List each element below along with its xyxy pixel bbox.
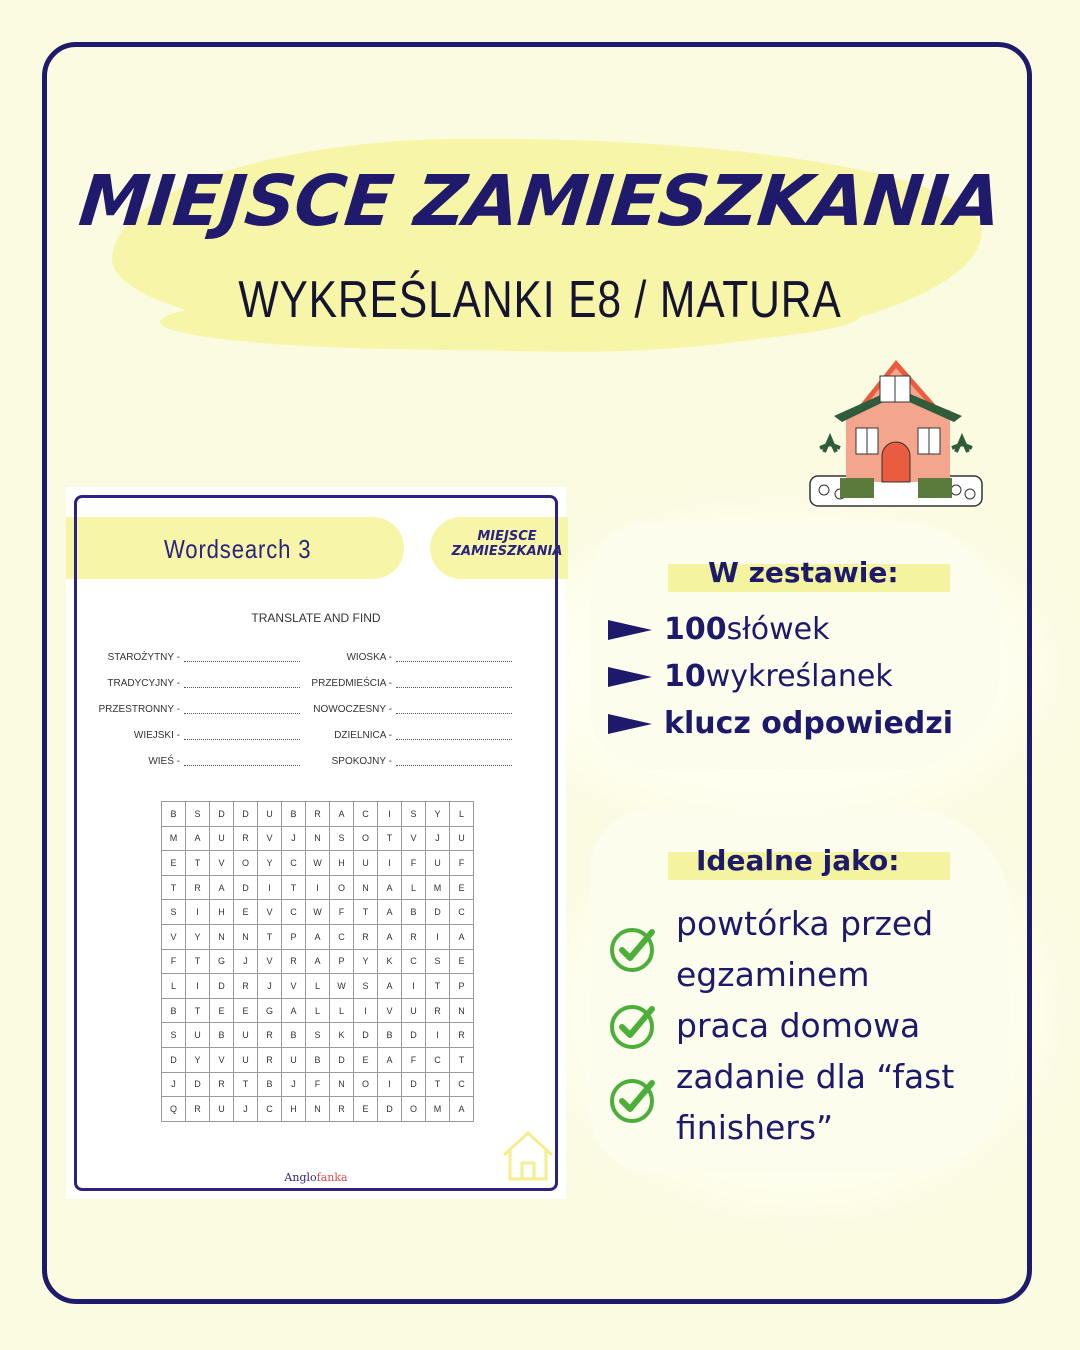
grid-cell: A xyxy=(450,1097,474,1122)
grid-cell: D xyxy=(402,1023,426,1048)
set-item xyxy=(608,706,953,741)
grid-cell: U xyxy=(210,826,234,851)
grid-cell: D xyxy=(210,974,234,999)
grid-cell: T xyxy=(282,875,306,900)
vocab-row xyxy=(80,748,300,774)
grid-cell: D xyxy=(402,1072,426,1097)
grid-cell: T xyxy=(186,949,210,974)
grid-cell: J xyxy=(258,974,282,999)
grid-cell: T xyxy=(186,851,210,876)
answer-line xyxy=(184,653,300,662)
grid-cell: U xyxy=(210,1097,234,1122)
grid-cell: P xyxy=(282,924,306,949)
vocab-row xyxy=(80,644,300,670)
grid-cell: I xyxy=(426,1023,450,1048)
set-item-bold: 100 xyxy=(664,612,727,647)
grid-cell: U xyxy=(450,826,474,851)
worksheet-instruction: TRANSLATE AND FIND xyxy=(251,611,381,625)
grid-cell: V xyxy=(210,1047,234,1072)
grid-cell: E xyxy=(450,949,474,974)
grid-cell: Y xyxy=(258,851,282,876)
ideal-item-line: egzaminem xyxy=(676,955,870,994)
ideal-item-line: finishers” xyxy=(676,1108,834,1147)
grid-cell: M xyxy=(426,1097,450,1122)
grid-cell: R xyxy=(186,875,210,900)
grid-cell: L xyxy=(162,974,186,999)
vocab-row xyxy=(292,644,512,670)
grid-cell: J xyxy=(282,826,306,851)
grid-cell: U xyxy=(402,998,426,1023)
grid-cell: S xyxy=(162,1023,186,1048)
grid-cell: U xyxy=(426,851,450,876)
grid-row xyxy=(162,974,474,999)
grid-cell: A xyxy=(306,949,330,974)
grid-row xyxy=(162,924,474,949)
grid-cell: B xyxy=(210,1023,234,1048)
grid-cell: I xyxy=(258,875,282,900)
grid-cell: I xyxy=(186,900,210,925)
grid-cell: F xyxy=(162,949,186,974)
vocab-word: WIEJSKI - xyxy=(133,729,180,741)
vocab-row xyxy=(292,696,512,722)
grid-cell: T xyxy=(426,1072,450,1097)
grid-cell: C xyxy=(282,851,306,876)
grid-cell: L xyxy=(306,998,330,1023)
grid-cell: I xyxy=(378,1072,402,1097)
answer-line xyxy=(184,731,300,740)
grid-cell: D xyxy=(426,900,450,925)
set-item-bold: 10 xyxy=(664,659,706,694)
grid-cell: R xyxy=(306,802,330,827)
grid-cell: F xyxy=(330,900,354,925)
grid-cell: R xyxy=(186,1097,210,1122)
grid-cell: F xyxy=(402,851,426,876)
vocab-row xyxy=(292,722,512,748)
grid-cell: V xyxy=(282,974,306,999)
grid-cell: G xyxy=(258,998,282,1023)
grid-cell: D xyxy=(186,1072,210,1097)
set-item-text: słówek xyxy=(726,612,830,647)
grid-cell: A xyxy=(210,875,234,900)
grid-cell: Y xyxy=(186,924,210,949)
grid-cell: T xyxy=(378,826,402,851)
ideal-item xyxy=(676,1000,920,1051)
grid-cell: R xyxy=(354,924,378,949)
grid-row xyxy=(162,826,474,851)
answer-line xyxy=(396,679,512,688)
grid-cell: A xyxy=(282,998,306,1023)
grid-cell: S xyxy=(426,949,450,974)
grid-cell: L xyxy=(402,875,426,900)
grid-cell: I xyxy=(306,875,330,900)
ideal-item-line: powtórka przed xyxy=(676,904,934,943)
grid-cell: L xyxy=(306,974,330,999)
answer-line xyxy=(396,705,512,714)
vocab-word: NOWOCZESNY - xyxy=(313,703,392,715)
grid-cell: T xyxy=(162,875,186,900)
grid-cell: P xyxy=(450,974,474,999)
vocab-row xyxy=(292,670,512,696)
grid-cell: S xyxy=(162,900,186,925)
answer-line xyxy=(184,757,300,766)
set-heading: W zestawie: xyxy=(708,556,899,589)
grid-cell: C xyxy=(330,924,354,949)
grid-cell: S xyxy=(330,826,354,851)
grid-cell: N xyxy=(450,998,474,1023)
grid-cell: W xyxy=(306,851,330,876)
grid-row xyxy=(162,1097,474,1122)
grid-cell: D xyxy=(330,1047,354,1072)
vocab-word: DZIELNICA - xyxy=(334,729,392,741)
grid-cell: M xyxy=(162,826,186,851)
grid-cell: F xyxy=(450,851,474,876)
grid-cell: D xyxy=(378,1097,402,1122)
grid-cell: C xyxy=(258,1097,282,1122)
arrow-bullet-icon xyxy=(608,667,652,687)
grid-row xyxy=(162,949,474,974)
grid-row xyxy=(162,1072,474,1097)
grid-cell: H xyxy=(330,851,354,876)
grid-cell: E xyxy=(450,875,474,900)
grid-cell: V xyxy=(378,998,402,1023)
grid-cell: T xyxy=(354,900,378,925)
grid-cell: V xyxy=(210,851,234,876)
grid-cell: T xyxy=(186,998,210,1023)
grid-cell: T xyxy=(234,1072,258,1097)
grid-cell: B xyxy=(282,802,306,827)
grid-cell: L xyxy=(330,998,354,1023)
grid-cell: I xyxy=(402,974,426,999)
vocab-word: TRADYCYJNY - xyxy=(107,677,180,689)
grid-cell: E xyxy=(162,851,186,876)
grid-cell: D xyxy=(234,802,258,827)
grid-cell: O xyxy=(354,826,378,851)
brand-logo xyxy=(66,1171,566,1184)
grid-cell: D xyxy=(162,1047,186,1072)
grid-row xyxy=(162,1047,474,1072)
grid-cell: T xyxy=(258,924,282,949)
grid-cell: Y xyxy=(354,949,378,974)
arrow-bullet-icon xyxy=(608,620,652,640)
grid-cell: D xyxy=(210,802,234,827)
vocab-word: PRZESTRONNY - xyxy=(98,703,180,715)
grid-row xyxy=(162,998,474,1023)
answer-line xyxy=(396,653,512,662)
grid-cell: F xyxy=(402,1047,426,1072)
grid-cell: A xyxy=(450,924,474,949)
vocab-word: WIOSKA - xyxy=(346,651,392,663)
vocab-row xyxy=(80,670,300,696)
grid-cell: S xyxy=(306,1023,330,1048)
grid-cell: M xyxy=(426,875,450,900)
grid-cell: Y xyxy=(186,1047,210,1072)
grid-cell: O xyxy=(402,1097,426,1122)
grid-cell: N xyxy=(234,924,258,949)
grid-cell: D xyxy=(354,1023,378,1048)
grid-cell: C xyxy=(354,802,378,827)
vocab-word: STAROŻYTNY - xyxy=(107,651,180,663)
grid-cell: A xyxy=(186,826,210,851)
grid-cell: E xyxy=(354,1097,378,1122)
set-item xyxy=(608,659,893,694)
vocab-list-right xyxy=(292,644,512,774)
grid-cell: K xyxy=(330,1023,354,1048)
grid-cell: R xyxy=(402,924,426,949)
grid-row xyxy=(162,900,474,925)
grid-cell: R xyxy=(234,974,258,999)
vocab-word: PRZEDMIEŚCIA - xyxy=(311,677,392,689)
grid-cell: A xyxy=(378,974,402,999)
grid-cell: T xyxy=(450,1047,474,1072)
grid-cell: I xyxy=(354,998,378,1023)
grid-cell: V xyxy=(402,826,426,851)
grid-cell: U xyxy=(234,1023,258,1048)
grid-cell: B xyxy=(282,1023,306,1048)
grid-cell: V xyxy=(162,924,186,949)
ideal-item xyxy=(676,898,933,1000)
check-circle-icon xyxy=(608,924,658,974)
check-circle-icon xyxy=(608,1001,658,1051)
answer-line xyxy=(184,705,300,714)
worksheet-preview xyxy=(66,487,566,1199)
grid-cell: C xyxy=(426,1047,450,1072)
vocab-list-left xyxy=(80,644,300,774)
grid-cell: R xyxy=(330,1097,354,1122)
grid-cell: B xyxy=(162,802,186,827)
grid-cell: A xyxy=(306,924,330,949)
ideal-item-line: praca domowa xyxy=(676,1006,921,1045)
grid-cell: K xyxy=(378,949,402,974)
grid-cell: H xyxy=(210,900,234,925)
grid-cell: B xyxy=(162,998,186,1023)
grid-cell: Y xyxy=(426,802,450,827)
grid-cell: H xyxy=(282,1097,306,1122)
grid-cell: O xyxy=(234,851,258,876)
grid-cell: L xyxy=(450,802,474,827)
grid-cell: R xyxy=(234,826,258,851)
grid-cell: R xyxy=(426,998,450,1023)
grid-cell: J xyxy=(282,1072,306,1097)
grid-cell: N xyxy=(306,826,330,851)
grid-cell: N xyxy=(354,875,378,900)
grid-cell: J xyxy=(234,949,258,974)
grid-cell: S xyxy=(402,802,426,827)
grid-cell: N xyxy=(210,924,234,949)
grid-cell: B xyxy=(402,900,426,925)
grid-cell: E xyxy=(234,998,258,1023)
grid-cell: W xyxy=(330,974,354,999)
grid-cell: U xyxy=(282,1047,306,1072)
grid-cell: Q xyxy=(162,1097,186,1122)
grid-cell: A xyxy=(378,1047,402,1072)
grid-cell: E xyxy=(210,998,234,1023)
vocab-word: SPOKOJNY - xyxy=(331,755,392,767)
grid-cell: U xyxy=(354,851,378,876)
grid-cell: U xyxy=(186,1023,210,1048)
grid-cell: P xyxy=(330,949,354,974)
ideal-item-line: zadanie dla “fast xyxy=(676,1057,955,1096)
grid-row xyxy=(162,875,474,900)
house-illustration xyxy=(806,352,986,512)
grid-cell: O xyxy=(330,875,354,900)
grid-cell: O xyxy=(354,1072,378,1097)
set-item-bold: klucz odpowiedzi xyxy=(664,706,954,741)
grid-cell: A xyxy=(378,924,402,949)
grid-cell: R xyxy=(258,1023,282,1048)
worksheet-title: Wordsearch 3 xyxy=(164,534,312,564)
grid-cell: C xyxy=(282,900,306,925)
grid-cell: I xyxy=(378,802,402,827)
grid-cell: A xyxy=(378,875,402,900)
grid-cell: J xyxy=(162,1072,186,1097)
grid-cell: C xyxy=(450,900,474,925)
grid-cell: N xyxy=(330,1072,354,1097)
vocab-word: WIEŚ - xyxy=(148,755,180,767)
grid-cell: S xyxy=(354,974,378,999)
grid-cell: V xyxy=(258,949,282,974)
grid-row xyxy=(162,1023,474,1048)
grid-cell: D xyxy=(234,875,258,900)
grid-cell: V xyxy=(258,826,282,851)
grid-cell: S xyxy=(186,802,210,827)
grid-row xyxy=(162,802,474,827)
grid-cell: B xyxy=(258,1072,282,1097)
grid-cell: J xyxy=(234,1097,258,1122)
set-item xyxy=(608,612,830,647)
vocab-row xyxy=(80,696,300,722)
wordsearch-grid xyxy=(161,801,474,1122)
grid-cell: V xyxy=(258,900,282,925)
grid-cell: R xyxy=(282,949,306,974)
grid-cell: R xyxy=(210,1072,234,1097)
grid-cell: N xyxy=(306,1097,330,1122)
grid-cell: B xyxy=(306,1047,330,1072)
grid-cell: J xyxy=(426,826,450,851)
page-subtitle: WYKREŚLANKI E8 / MATURA xyxy=(238,271,842,329)
grid-cell: I xyxy=(378,851,402,876)
ideal-item xyxy=(676,1051,954,1153)
check-circle-icon xyxy=(608,1075,658,1125)
grid-cell: C xyxy=(402,949,426,974)
grid-cell: U xyxy=(258,802,282,827)
answer-line xyxy=(396,757,512,766)
grid-cell: W xyxy=(306,900,330,925)
page-title: MIEJSCE ZAMIESZKANIA xyxy=(75,160,1005,242)
grid-cell: E xyxy=(234,900,258,925)
vocab-row xyxy=(292,748,512,774)
arrow-bullet-icon xyxy=(608,714,652,734)
answer-line xyxy=(184,679,300,688)
grid-cell: C xyxy=(450,1072,474,1097)
grid-cell: R xyxy=(450,1023,474,1048)
grid-cell: R xyxy=(258,1047,282,1072)
grid-cell: I xyxy=(426,924,450,949)
brand-logo-part: fanka xyxy=(316,1171,348,1184)
set-item-text: wykreślanek xyxy=(705,659,893,694)
grid-row xyxy=(162,851,474,876)
grid-cell: B xyxy=(378,1023,402,1048)
grid-cell: T xyxy=(426,974,450,999)
grid-cell: E xyxy=(354,1047,378,1072)
vocab-row xyxy=(80,722,300,748)
worksheet-tag: MIEJSCE ZAMIESZKANIA xyxy=(451,529,563,559)
grid-cell: A xyxy=(378,900,402,925)
grid-cell: U xyxy=(234,1047,258,1072)
grid-cell: F xyxy=(306,1072,330,1097)
brand-logo-part: Anglo xyxy=(284,1171,317,1184)
ideal-heading: Idealne jako: xyxy=(696,844,900,877)
grid-cell: G xyxy=(210,949,234,974)
grid-cell: A xyxy=(330,802,354,827)
grid-cell: I xyxy=(186,974,210,999)
answer-line xyxy=(396,731,512,740)
